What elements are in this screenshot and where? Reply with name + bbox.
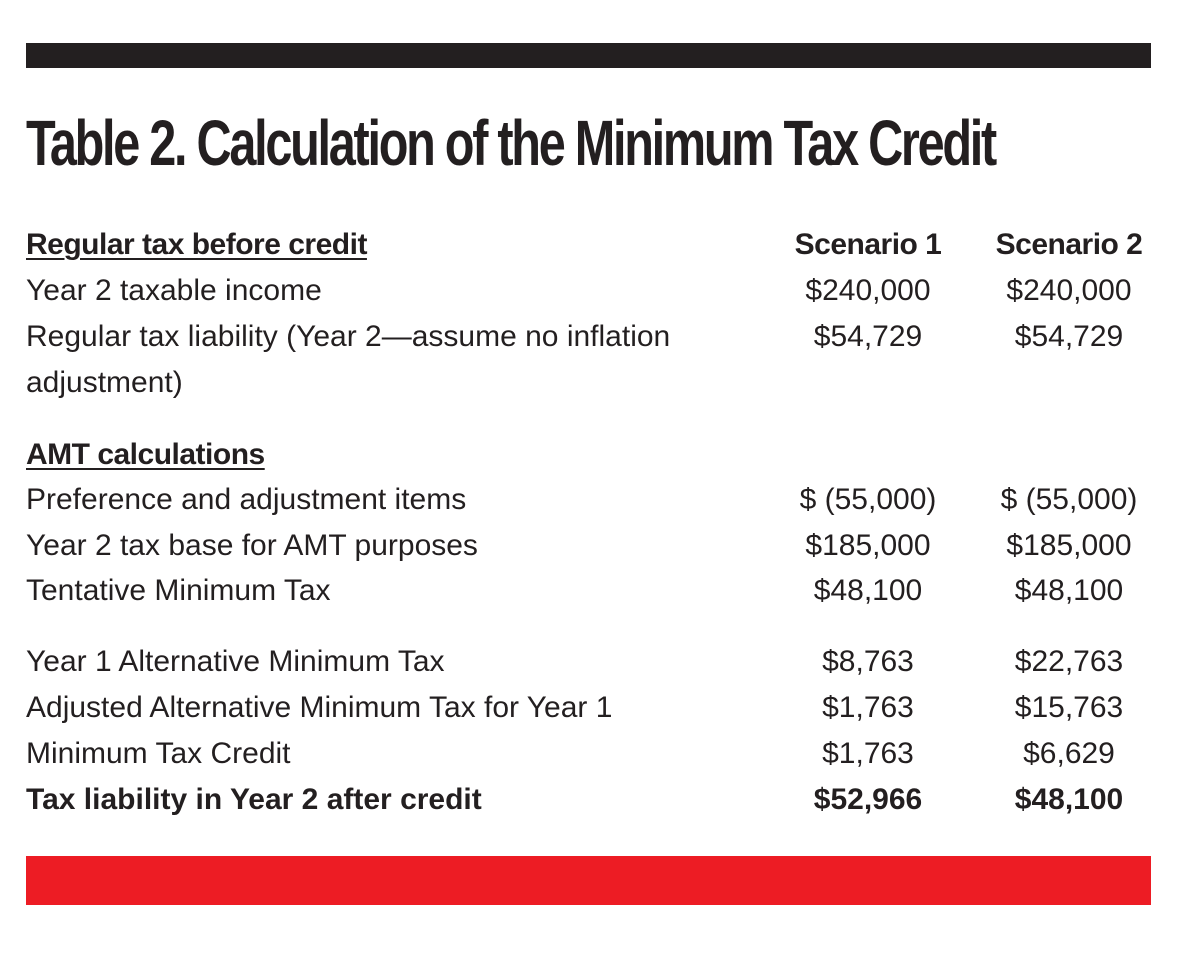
row-label: Minimum Tax Credit — [26, 737, 291, 770]
table-row — [26, 523, 1151, 569]
scenario-1-value: $240,000 — [805, 274, 931, 307]
row-label: Regular tax liability (Year 2—assume no inflation adjustment) — [26, 320, 671, 399]
scenario-1-total: $52,966 — [813, 783, 923, 816]
column-header-scenario-2: Scenario 2 — [995, 228, 1143, 261]
scenario-2-value: $15,763 — [1014, 691, 1124, 724]
scenario-2-value: $22,763 — [1014, 645, 1124, 678]
table-row — [26, 477, 1151, 523]
total-label: Tax liability in Year 2 after credit — [26, 783, 482, 816]
total-row — [26, 777, 1151, 823]
column-header-scenario-1: Scenario 1 — [794, 228, 942, 261]
scenario-2-value: $48,100 — [1014, 574, 1124, 607]
scenario-1-value: $48,100 — [813, 574, 923, 607]
section-header-amt — [26, 432, 1151, 478]
table-row — [26, 314, 1151, 406]
section-header-regular-tax — [26, 222, 1151, 268]
scenario-1-value: $1,763 — [822, 691, 914, 724]
table-row — [26, 568, 1151, 614]
row-label: Year 2 tax base for AMT purposes — [26, 529, 478, 562]
bottom-rule-bar — [26, 856, 1151, 905]
table-row — [26, 685, 1151, 731]
table-title: Table 2. Calculation of the Minimum Tax Credit — [26, 107, 995, 179]
table-row — [26, 268, 1151, 314]
section-heading: Regular tax before credit — [26, 228, 367, 261]
row-label: Year 1 Alternative Minimum Tax — [26, 645, 445, 678]
scenario-2-value: $ (55,000) — [1000, 483, 1138, 516]
row-label: Preference and adjustment items — [26, 483, 467, 516]
section-heading: AMT calculations — [26, 438, 265, 471]
scenario-2-value: $185,000 — [1006, 529, 1132, 562]
scenario-1-value: $185,000 — [805, 529, 931, 562]
table-row — [26, 639, 1151, 685]
scenario-1-value: $1,763 — [822, 737, 914, 770]
row-label: Tentative Minimum Tax — [26, 574, 331, 607]
row-label: Year 2 taxable income — [26, 274, 322, 307]
table-row — [26, 731, 1151, 777]
row-label: Adjusted Alternative Minimum Tax for Year 1 — [26, 691, 613, 724]
scenario-1-value: $8,763 — [822, 645, 914, 678]
scenario-2-total: $48,100 — [1014, 783, 1124, 816]
scenario-2-value: $240,000 — [1006, 274, 1132, 307]
scenario-1-value: $ (55,000) — [799, 483, 937, 516]
scenario-2-value: $54,729 — [1014, 320, 1124, 353]
scenario-2-value: $6,629 — [1023, 737, 1115, 770]
scenario-1-value: $54,729 — [813, 320, 923, 353]
top-rule-bar — [26, 43, 1151, 68]
